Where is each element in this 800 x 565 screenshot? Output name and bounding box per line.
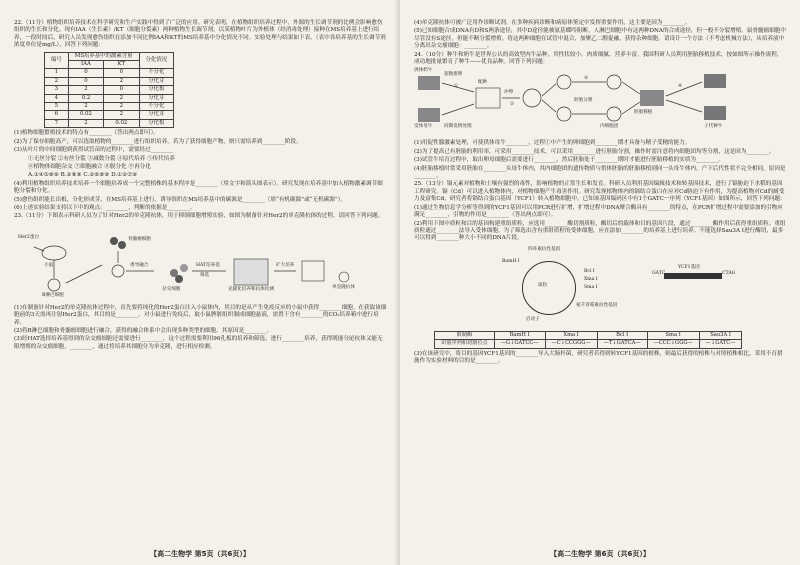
mouse-icon	[42, 246, 66, 260]
label-mab: 单克隆抗体	[332, 284, 355, 290]
label-embryo: 胚胎移植	[634, 110, 653, 116]
embryo-icon	[523, 89, 541, 107]
label-mating: 配种	[478, 80, 488, 86]
label-her2: Her2蛋白	[18, 234, 40, 240]
label-superov: 超数排卵	[444, 72, 463, 78]
q24-stem: 24.（10分）种牛和奶牛是世界公认的高效型肉牛品种，其性状较小、肉质细腻、营养丰富。我国科研人员利用胚胎移植技术，按如图所示操作流程，成功地批量繁育了种牛——优良品种。回答下列问题：	[414, 51, 783, 66]
table-row: 1 0 0 不分化	[45, 69, 174, 77]
table-header: 编号	[45, 52, 69, 69]
label-recipient: 受体母牛	[414, 124, 433, 130]
table-caption: MS培养基中的激素含量	[68, 52, 139, 60]
label-plasmid: 质粒	[538, 282, 548, 288]
label-clone: 克隆化培养和抗体检测	[228, 286, 274, 292]
label-f1: ①	[454, 84, 459, 90]
label-expand: 扩大培养	[276, 262, 295, 268]
b-cell-icon	[48, 279, 60, 291]
label-tet-resist: 四环素抗性基因	[528, 246, 561, 252]
q22-table	[44, 52, 174, 129]
q22-choices: A.①④⑤⑧⑨ B.②⑧⑨ C.②⑥⑧⑨ D.①②⑦⑨	[28, 172, 138, 179]
table-header: Sau3A I	[699, 331, 742, 339]
q23-s4: (4)单克隆抗体可被广泛用作诊断试剂，在多种疾病诊断和病原体鉴定中发挥重要作用，这主要是因为________。	[414, 20, 691, 26]
table-row: 识别序列和切割位点 —G↓GATCC— —C↓CCGGG— —T↓GATCA— —CCC↓GGG— —↓GATC—	[435, 340, 742, 348]
table-row: 2 0 2 分化芽	[45, 77, 174, 85]
flask-icon	[302, 261, 324, 281]
label-sync: 同期发情处理	[444, 124, 472, 130]
table-header: BamH I	[494, 331, 545, 339]
q25-stem: 25.（13分）镉元素对植物和土壤有强烈的毒性，影响植物的正常生长和发育。科研人员利用基因编辑技术和转基因技术，进行了镉胁迫下水稻的基因工程研究。镉（Cd）可以进入植物体内，对植物细胞产生毒害作用。研究发现植物体内的镉结合蛋白在应对Cd胁迫下有作用，为提高植物对Cd的耐受力及富集Cd，研究者将镉结合蛋白基因（YCF1）转入植物细胞中。已知该基因编码区中有1个GATC一序列（YCF1基因）如图所示，回答下列问题：	[414, 181, 786, 203]
label-screen: 筛选	[200, 272, 210, 278]
table-header: Bcl I	[597, 331, 647, 339]
table-header: IAA	[68, 61, 103, 69]
q24-s1: (1)用促性腺激素处理，可使供体母牛________，过程①中产生的卵细胞到________期才具备与精子受精的能力。	[414, 140, 691, 147]
q23-stem: 23.（11分）下图表示科研人员为了针对Her2的单克隆抗体，用于抑制细胞增殖实验，如图为制备针对Her2的单克隆抗体的过程，请回答下列问题。	[14, 213, 384, 220]
q22-s5: (5)愈伤组织能长出根，分化形成芽，在MS培养基上进行，诱导组织在MS培养基中的碳源是________（填“有机碳源”或“无机碳源”）。	[14, 196, 347, 203]
label-xma1: Xma I	[584, 276, 598, 282]
label-promoter: 启动子	[526, 316, 540, 322]
table-header: Sma I	[647, 331, 699, 339]
table-header: 分化情况	[139, 52, 174, 69]
page-footer: 【高二生物学 第6页（共6页）】	[550, 550, 650, 558]
table-row: 7 2 0.02 分化根	[45, 119, 174, 127]
q22-options-2: ⑥植物体细胞杂交 ⑦细胞融合 ⑧脱分化 ⑨再分化	[28, 163, 151, 170]
q22-s4: (4)利用植物组织培养技术培养一个细胞培养成一个完整植株的基本程序是________（用文字和箭头图表示）。研究发现在培养基中加入植物激素调节细胞分裂和分化。	[14, 180, 383, 195]
plasmid-circle	[522, 261, 576, 315]
label-bcl1: Bcl I	[584, 268, 595, 274]
q22-s1: (1)植物细胞繁殖技术的特点有________（答出两点即可）。	[14, 130, 159, 137]
q24-s3: (3)试管牛培育过程中，取出卵母细胞后需要进行________，然后胚胎处于________期时才能进行胚胎移植的实质为________。	[414, 157, 724, 164]
label-flush: 冲卵	[504, 90, 514, 96]
q23-figure	[14, 223, 388, 303]
label-fusion: 诱导融合	[130, 262, 149, 268]
q22-stem: 22.（11分）植物组织培养技术在科学研究和生产实践中得到了广泛的应用。研究表明，在植物组织培养过程中，外源的生长调节剂的比例会影响愈伤组织的生长和分化。现有IAA（生长素）/KT（细胞分裂素）两种植物生长调节剂，以某植物叶片为外植体（经消毒处理）接种在MS培养基上进行培养，一段时间后，研究人员发现愈伤组织在添加不同比例IAA和KT的MS培养基中分化情况不同。实验处理与结果如下表。（表中各培养基的生长调节剂浓度单位是mg/L），回答下列问题：	[14, 20, 386, 49]
table-row: 6 0.02 2 分化芽	[45, 111, 174, 119]
enzyme-table	[434, 331, 742, 349]
label-sma1: Sma I	[584, 284, 598, 290]
table-row: 3 2 0 分化根	[45, 86, 174, 94]
label-ctag: CTAG	[722, 270, 736, 276]
label-hat: HAT培养基	[196, 262, 220, 268]
q23-s1: (1)在制备针对Her2的单克隆抗体过程中，首先要将纯化的Her2蛋白注入小鼠体内，其目的是从产生免疫反应的小鼠中获得________细胞。在获取该细胞前的3天需再注射Her2蛋白，其目的是________。对小鼠进行免疫后，取小鼠脾脏组织制成细胞悬液，需置于含有________的CO₂培养箱中进行培养。	[14, 304, 387, 326]
q22-s6: (6)上述实验结果支持以下中的观点：________，判断的依据是________。	[14, 204, 196, 211]
q25-figure	[414, 245, 788, 329]
well-plate-icon	[234, 259, 268, 285]
label-ycf1: YCF1基因	[678, 264, 700, 270]
q25-s3: (3)在该研究中，将目的基因YCF1基因的________导入大肠杆菌，研究者若得到转YCF1基因的植株，则最后获得的植株与对照植株相比，采用不育措施作为实验材料的目的是________。	[414, 350, 783, 364]
table-row: 4 0.2 2 分化芽	[45, 94, 174, 102]
cow-icon	[418, 76, 440, 90]
q24-figure	[414, 68, 788, 138]
ycf1-gene-bar	[664, 273, 722, 279]
page-6	[400, 0, 800, 565]
label-myeloma: 骨髓瘤细胞	[128, 236, 151, 242]
q23-s5: (5)已知细胞合成DNA有D和S两条途径，其中D途径能被氨基蝶呤阻断。人淋巴细胞中有这两种DNA的合成途径，但一般不分裂增殖。鼠骨髓瘤细胞中尽管没有S途径，但能不断分裂增殖。将这两种细胞在试管中混合，加聚乙二醇促融，获得杂种细胞。请设计一个方法（不考虑机械方法），从培养液中分离出杂交瘤细胞：________。	[414, 28, 787, 50]
label-hybrid: 杂交细胞	[162, 286, 181, 292]
label-mouse: 小鼠	[44, 262, 54, 268]
label-f4: ④	[678, 84, 683, 90]
label-calves: 子代种牛	[704, 124, 723, 130]
q25-s2: (2)利用下图中质粒和目的基因构建重组质粒，应选用________酶切割质粒，酶切后的载体和目的基因片段，通过________酶作用后获得重组质粒。重组质粒通过________法导入受体细胞。为了筛选出含有重组质粒的受体细胞，应在添加________的培养基上进行培养。不能选择Sau3A I进行酶切，最多可以得到________种大小不同的DNA片段。	[414, 220, 786, 242]
right-column	[414, 20, 788, 366]
label-bamh1: BamH I	[502, 258, 520, 264]
label-gatc: GATC	[652, 270, 666, 276]
left-column	[14, 20, 388, 352]
q24-s2: (2)为了提高已有胚胎的利用率，可采用________技术，可以采用________进行胚胎分割，操作时需注意将内细胞团均等分割，这是因为________。	[414, 148, 775, 155]
myeloma-cell-icon	[110, 237, 118, 245]
q25-s1: (1)通过生物信息学分析等得到的YCF1基因可以用PCR进行扩增，扩增过程中DNA聚合酶具有________的特点，在PCR扩增过程中需要添加的引物应满足________，引物的作用是________（答出两点即可）。	[414, 204, 783, 219]
q23-s3: (3)经HAT选择培养基得到的杂交瘤细胞还需要进行________，这个过程需要利用96孔板的培养和筛选，进行________培养，获得既能分泌抗体又能无限增殖的杂交瘤细胞，________，通过将培养其细胞分为单克隆，进行相应检测。	[14, 336, 383, 350]
q24-s4: (4)胚胎移植时常采用胚胎在________头母牛体内，其内细胞团的遗传物质与供体胚胎的胚胎移植到同一头母牛体内，产下后代性状不完全相同，原因是________。	[414, 165, 786, 180]
q22-s3: (3)从叶片的中间细胞到获得试管苗的过程中，需要经过________	[14, 147, 173, 154]
antibody-icon	[339, 272, 349, 282]
label-split: 胚胎分割	[574, 98, 593, 104]
label-b-cells: B淋巴细胞	[42, 292, 64, 298]
label-donor: 供体奶牛	[414, 68, 433, 74]
label-f3: ③	[584, 76, 589, 82]
q22-s2: (2)为了保存细胞高产，可以选取植物的________进行组织培养。若为了获得细胞产物，则只需培养到________阶段。	[14, 138, 302, 145]
label-amp-resist: 氨苄青霉素抗性基因	[576, 302, 618, 308]
table-header: 限制酶	[435, 331, 495, 339]
q22-options-1: ①无丝分裂 ②有丝分裂 ③减数分裂 ④原代培养 ⑤传代培养	[28, 155, 175, 162]
label-inner: 内细胞团	[600, 124, 619, 130]
table-row: 5 2 2 不分化	[45, 103, 174, 111]
q23-s2: (2)将B淋巴细胞和骨髓瘤细胞进行融合，获得的融合体系中会出现多种类型的细胞，其原因是________。	[14, 327, 273, 334]
page-footer: 【高二生物学 第5页（共6页）】	[150, 550, 250, 558]
label-f2: ②	[510, 102, 515, 108]
table-header: Xma I	[545, 331, 597, 339]
table-header: KT	[104, 61, 139, 69]
